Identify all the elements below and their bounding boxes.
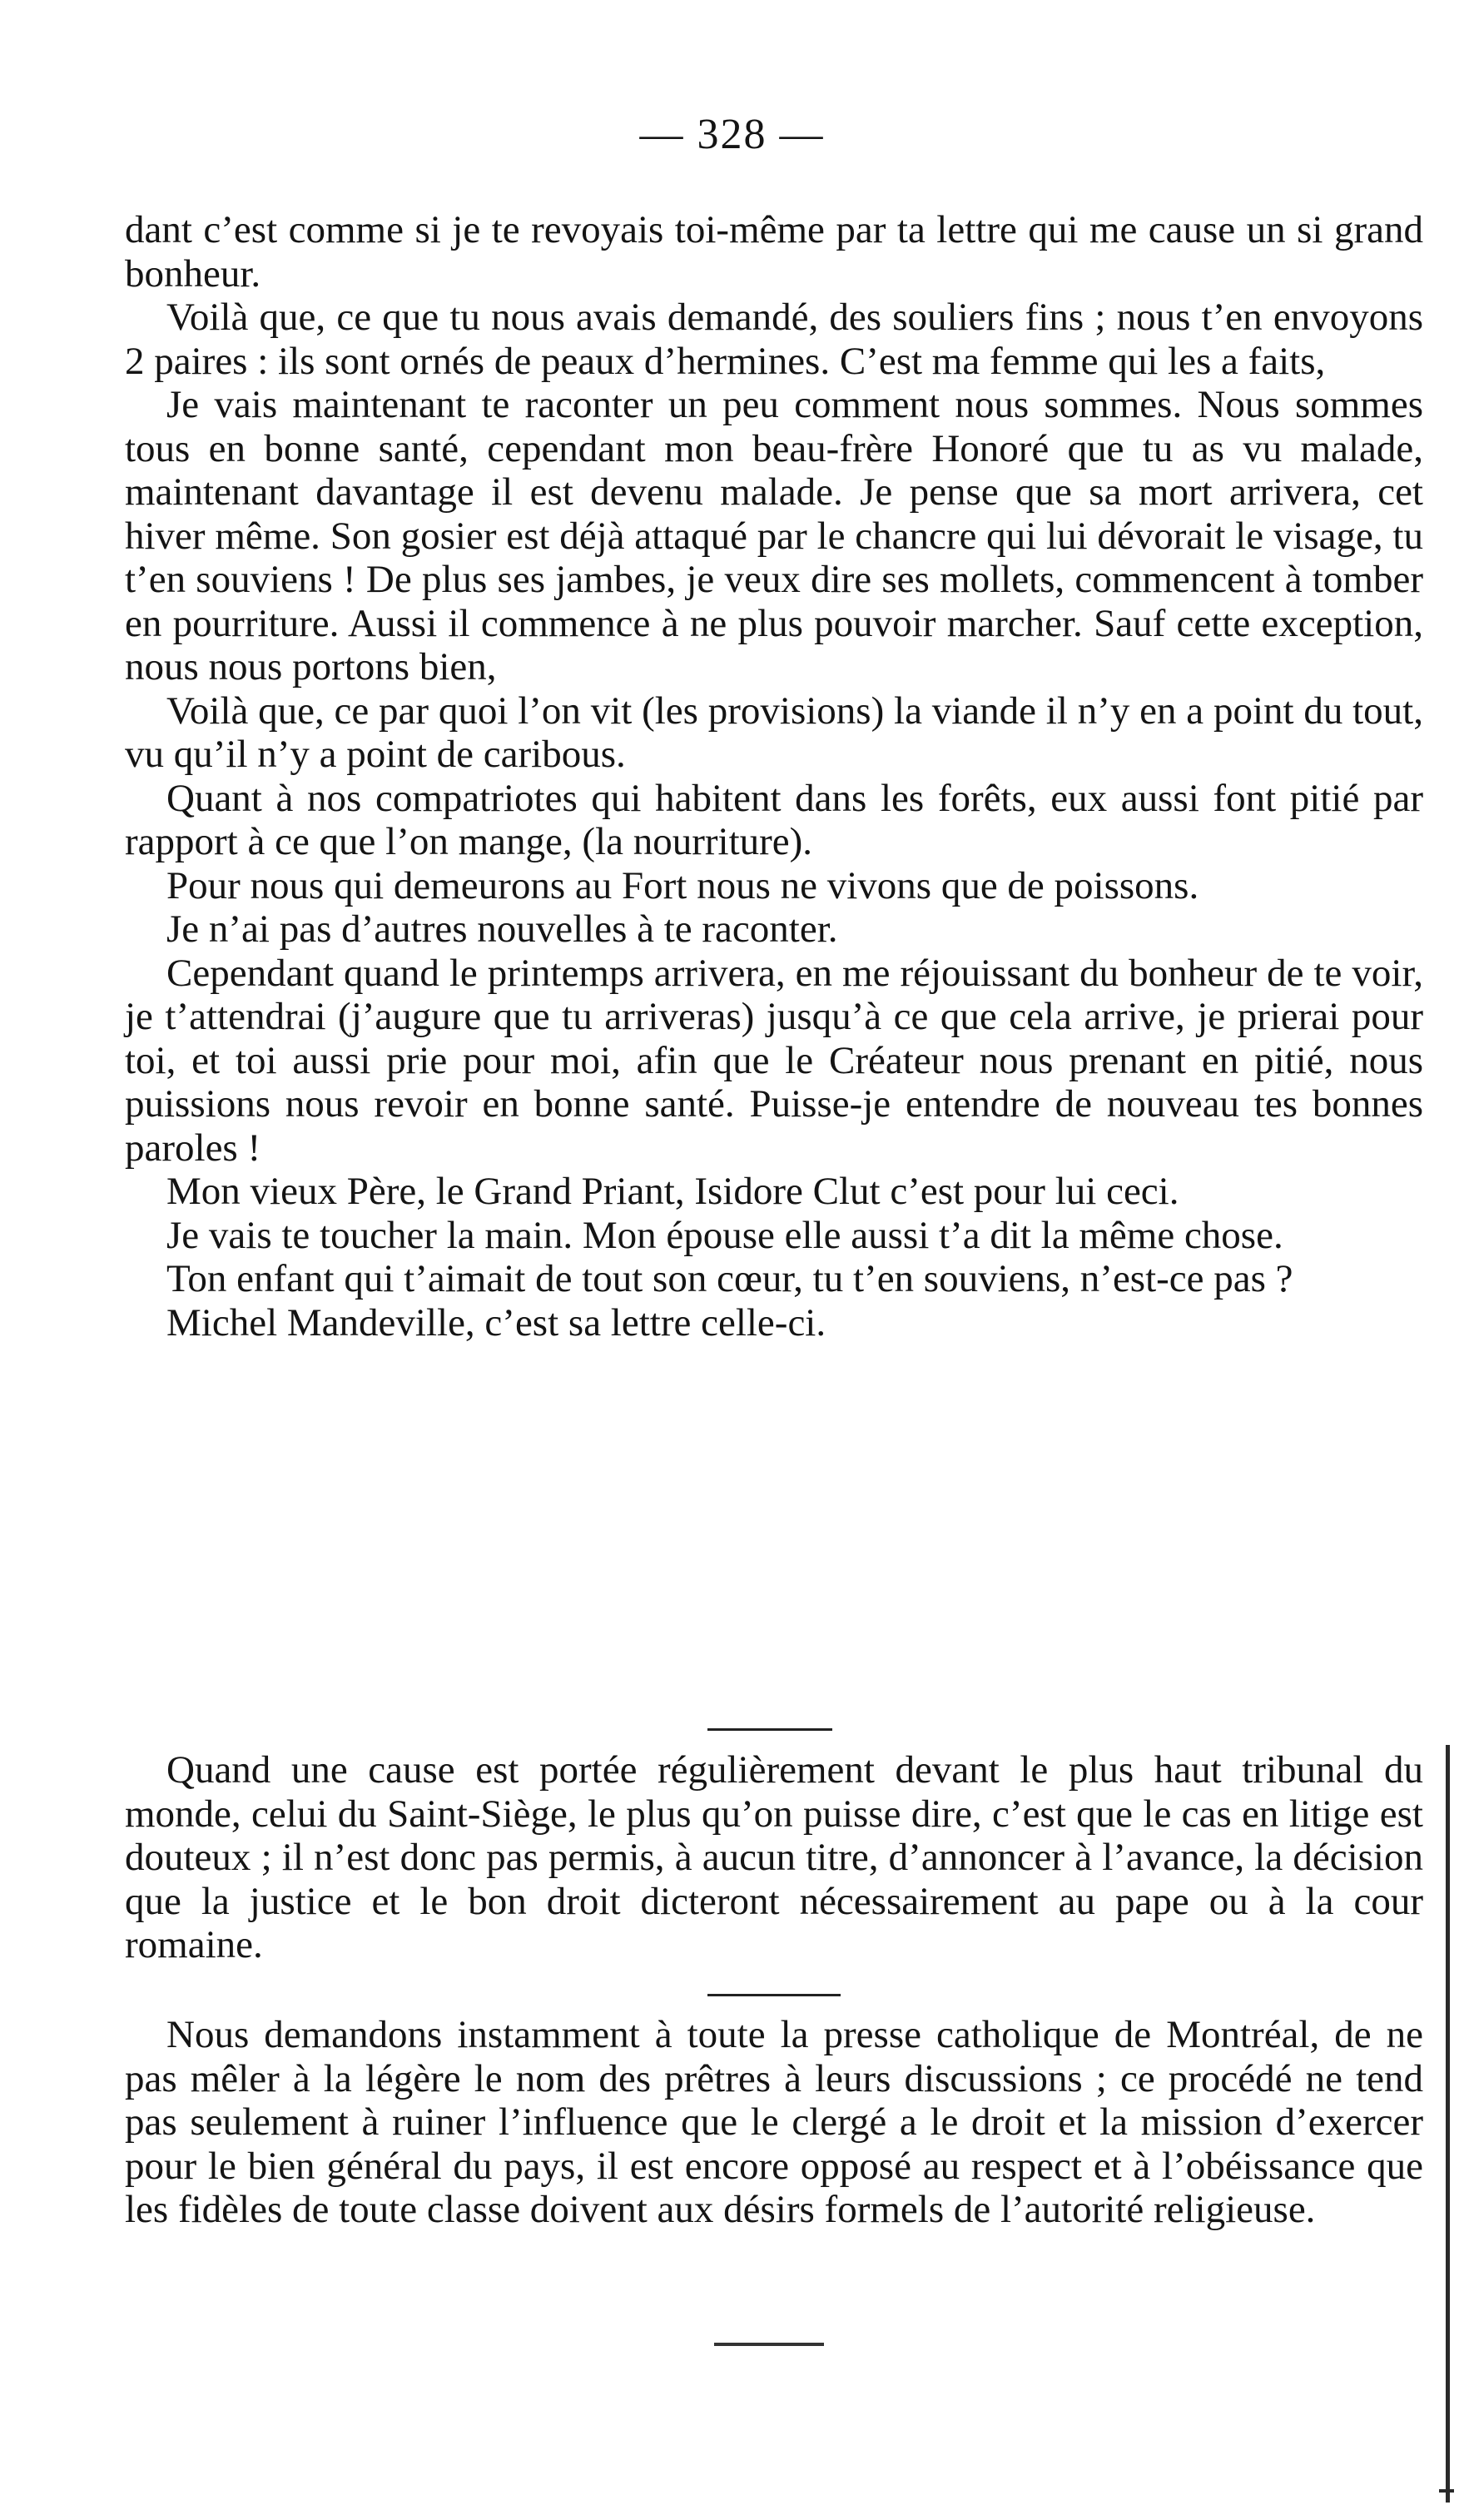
letter-paragraph-continuation: dant c’est comme si je te revoyais toi-même par ta lettre qui me cause un si grand bonheur. [125, 208, 1423, 296]
margin-binding-strip [1446, 1745, 1450, 2503]
notice-catholic-press [125, 2013, 1423, 2232]
letter-paragraph: Je vais te toucher la main. Mon épouse elle aussi t’a dit la même chose. [166, 1213, 1283, 1257]
section-divider [707, 1728, 832, 1731]
letter-signature-paragraph: Michel Mandeville, c’est sa lettre celle-ci. [166, 1300, 826, 1344]
letter-paragraph: Ton enfant qui t’aimait de tout son cœur, tu t’en souviens, n’est-ce pas ? [166, 1257, 1293, 1300]
letter-paragraph: Je n’ai pas d’autres nouvelles à te raconter. [166, 907, 838, 951]
letter-paragraph: Cependant quand le printemps arrivera, en me réjouissant du bonheur de te voir, je t’attendrai (j’augure que tu arriveras) jusqu’à ce que cela arrive, je prierai pour toi, et toi aussi prie pour moi, afin que le Créateur nous prenant en pitié, nous puissions nous revoir en bonne santé. Puisse-je entendre de nouveau tes bonnes paroles ! [125, 951, 1423, 1170]
page-number: — 328 — [639, 111, 825, 158]
letter-paragraph: Voilà que, ce que tu nous avais demandé, des souliers fins ; nous t’en envoyons 2 paires : ils sont ornés de peaux d’hermines. C’est ma femme qui les a faits, [125, 296, 1423, 383]
letter-paragraph: Pour nous qui demeurons au Fort nous ne vivons que de poissons. [166, 863, 1199, 907]
letter-paragraph: Quant à nos compatriotes qui habitent dans les forêts, eux aussi font pitié par rapport à ce que l’on mange, (la nourriture). [125, 776, 1423, 863]
notice-holy-see [125, 1748, 1423, 1967]
letter-text [125, 208, 1423, 1344]
section-divider [707, 1994, 841, 1996]
notice-paragraph: Nous demandons instamment à toute la presse catholique de Montréal, de ne pas mêler à la légère le nom des prêtres à leurs discussions ; ce procédé ne tend pas seulement à ruiner l’influence que le clergé a le droit et la mission d’exercer pour le bien général du pays, il est encore opposé au respect et à l’obéissance que les fidèles de toute classe doivent aux désirs formels de l’autorité religieuse. [125, 2013, 1423, 2231]
letter-paragraph: Je vais maintenant te raconter un peu comment nous sommes. Nous sommes tous en bonne santé, cependant mon beau-frère Honoré que tu as vu malade, maintenant davantage il est devenu malade. Je pense que sa mort arrivera, cet hiver même. Son gosier est déjà attaqué par le chancre qui lui dévorait le visage, tu t’en souviens ! De plus ses jambes, je veux dire ses mollets, commencent à tomber en pourriture. Aussi il commence à ne plus pouvoir marcher. Sauf cette exception, nous nous portons bien, [125, 383, 1423, 688]
end-divider [714, 2343, 824, 2346]
letter-paragraph: Mon vieux Père, le Grand Priant, Isidore Clut c’est pour lui ceci. [166, 1170, 1179, 1213]
margin-binding-tick [1439, 2489, 1454, 2493]
letter-paragraph: Voilà que, ce par quoi l’on vit (les provisions) la viande il n’y en a point du tout, vu qu’il n’y a point de caribous. [125, 688, 1423, 776]
notice-paragraph: Quand une cause est portée régulièrement devant le plus haut tribunal du monde, celui du Saint-Siège, le plus qu’on puisse dire, c’est que le cas en litige est douteux ; il n’est donc pas permis, à aucun titre, d’annoncer à l’avance, la décision que la justice et le bon droit dicteront nécessairement au pape ou à la cour romaine. [125, 1748, 1423, 1966]
